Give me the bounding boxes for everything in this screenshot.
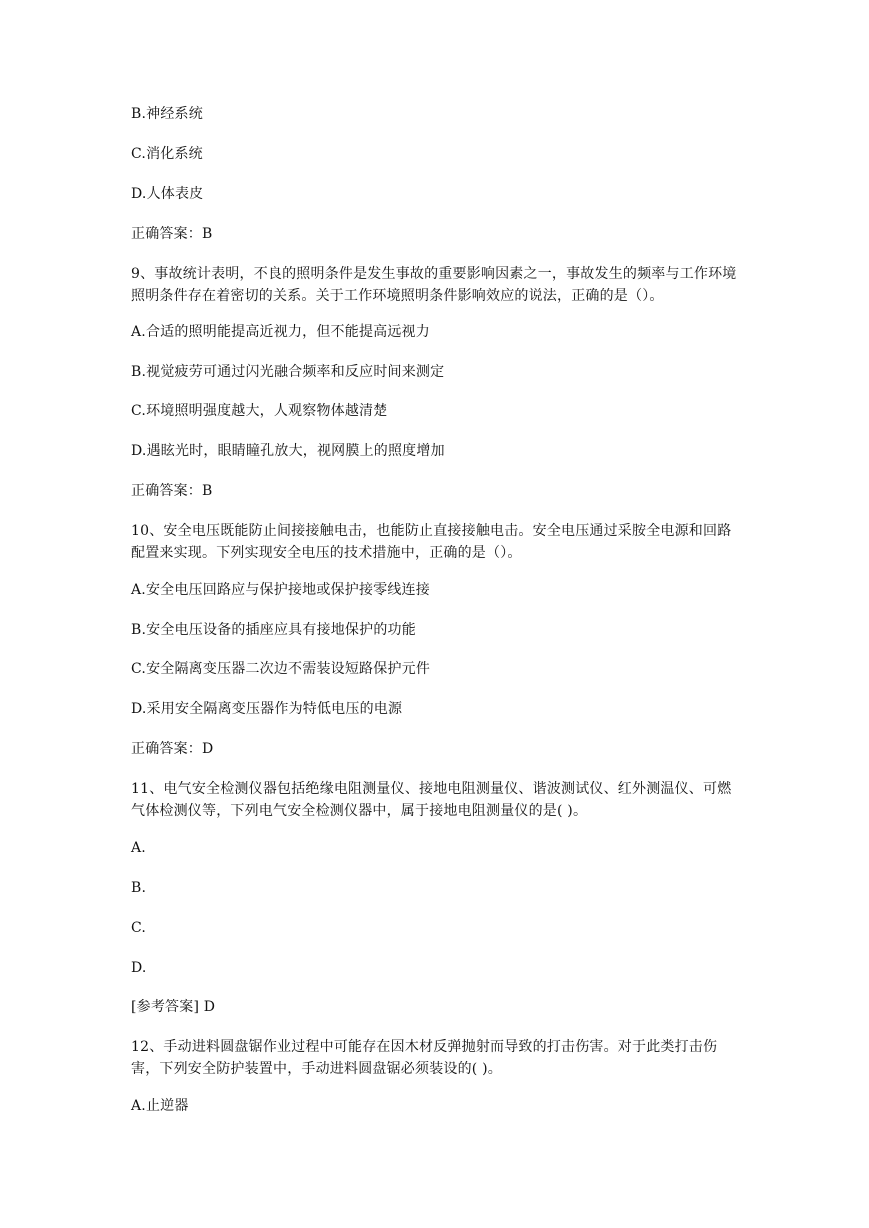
answer-q8: 正确答案：B — [131, 226, 213, 242]
option-c-q8: C.消化系统 — [131, 146, 203, 162]
answer-q10: 正确答案：D — [131, 741, 214, 757]
option-a-q11: A. — [131, 840, 146, 856]
question-12: 12、手动进料圆盘锯作业过程中可能存在因木材反弹抛射而导致的打击伤害。对于此类打击伤害，下列安全防护装置中，手动进料圆盘锯必须装设的( )。 — [131, 1039, 718, 1077]
question-11: 11、电气安全检测仪器包括绝缘电阻测量仪、接地电阻测量仪、谐波测试仪、红外测温仪、可燃气体检测仪等，下列电气安全检测仪器中，属于接地电阻测量仪的是( )。 — [131, 781, 732, 819]
question-10: 10、安全电压既能防止间接接触电击，也能防止直接接触电击。安全电压通过采胺全电源和回路配置来实现。下列实现安全电压的技术措施中，正确的是（）。 — [131, 523, 732, 561]
option-b-q11: B. — [131, 880, 147, 896]
option-c-q9: C.环境照明强度越大，人观察物体越清楚 — [131, 403, 388, 419]
option-a-q9: A.合适的照明能提高近视力，但不能提高远视力 — [131, 324, 430, 340]
option-d-q10: D.采用安全隔离变压器作为特低电压的电源 — [131, 701, 403, 717]
option-d-q9: D.遇眩光时，眼睛瞳孔放大，视网膜上的照度增加 — [131, 443, 445, 459]
option-b-q9: B.视觉疲劳可通过闪光融合频率和反应时间来测定 — [131, 364, 445, 380]
option-b-q8: B.神经系统 — [131, 106, 203, 122]
option-a-q10: A.安全电压回路应与保护接地或保护接零线连接 — [131, 582, 430, 598]
reference-answer-q11: [参考答案] D — [131, 999, 216, 1015]
option-d-q8: D.人体表皮 — [131, 186, 204, 202]
option-d-q11: D. — [131, 960, 147, 976]
option-c-q11: C. — [131, 920, 147, 936]
answer-q9: 正确答案：B — [131, 483, 213, 499]
option-c-q10: C.安全隔离变压器二次边不需装设短路保护元件 — [131, 661, 431, 677]
option-a-q12: A.止逆器 — [131, 1098, 189, 1114]
question-9: 9、事故统计表明，不良的照明条件是发生事故的重要影响因素之一，事故发生的频率与工作环境照明条件存在着密切的关系。关于工作环境照明条件影响效应的说法，正确的是（）。 — [131, 266, 737, 304]
option-b-q10: B.安全电压设备的插座应具有接地保护的功能 — [131, 622, 416, 638]
